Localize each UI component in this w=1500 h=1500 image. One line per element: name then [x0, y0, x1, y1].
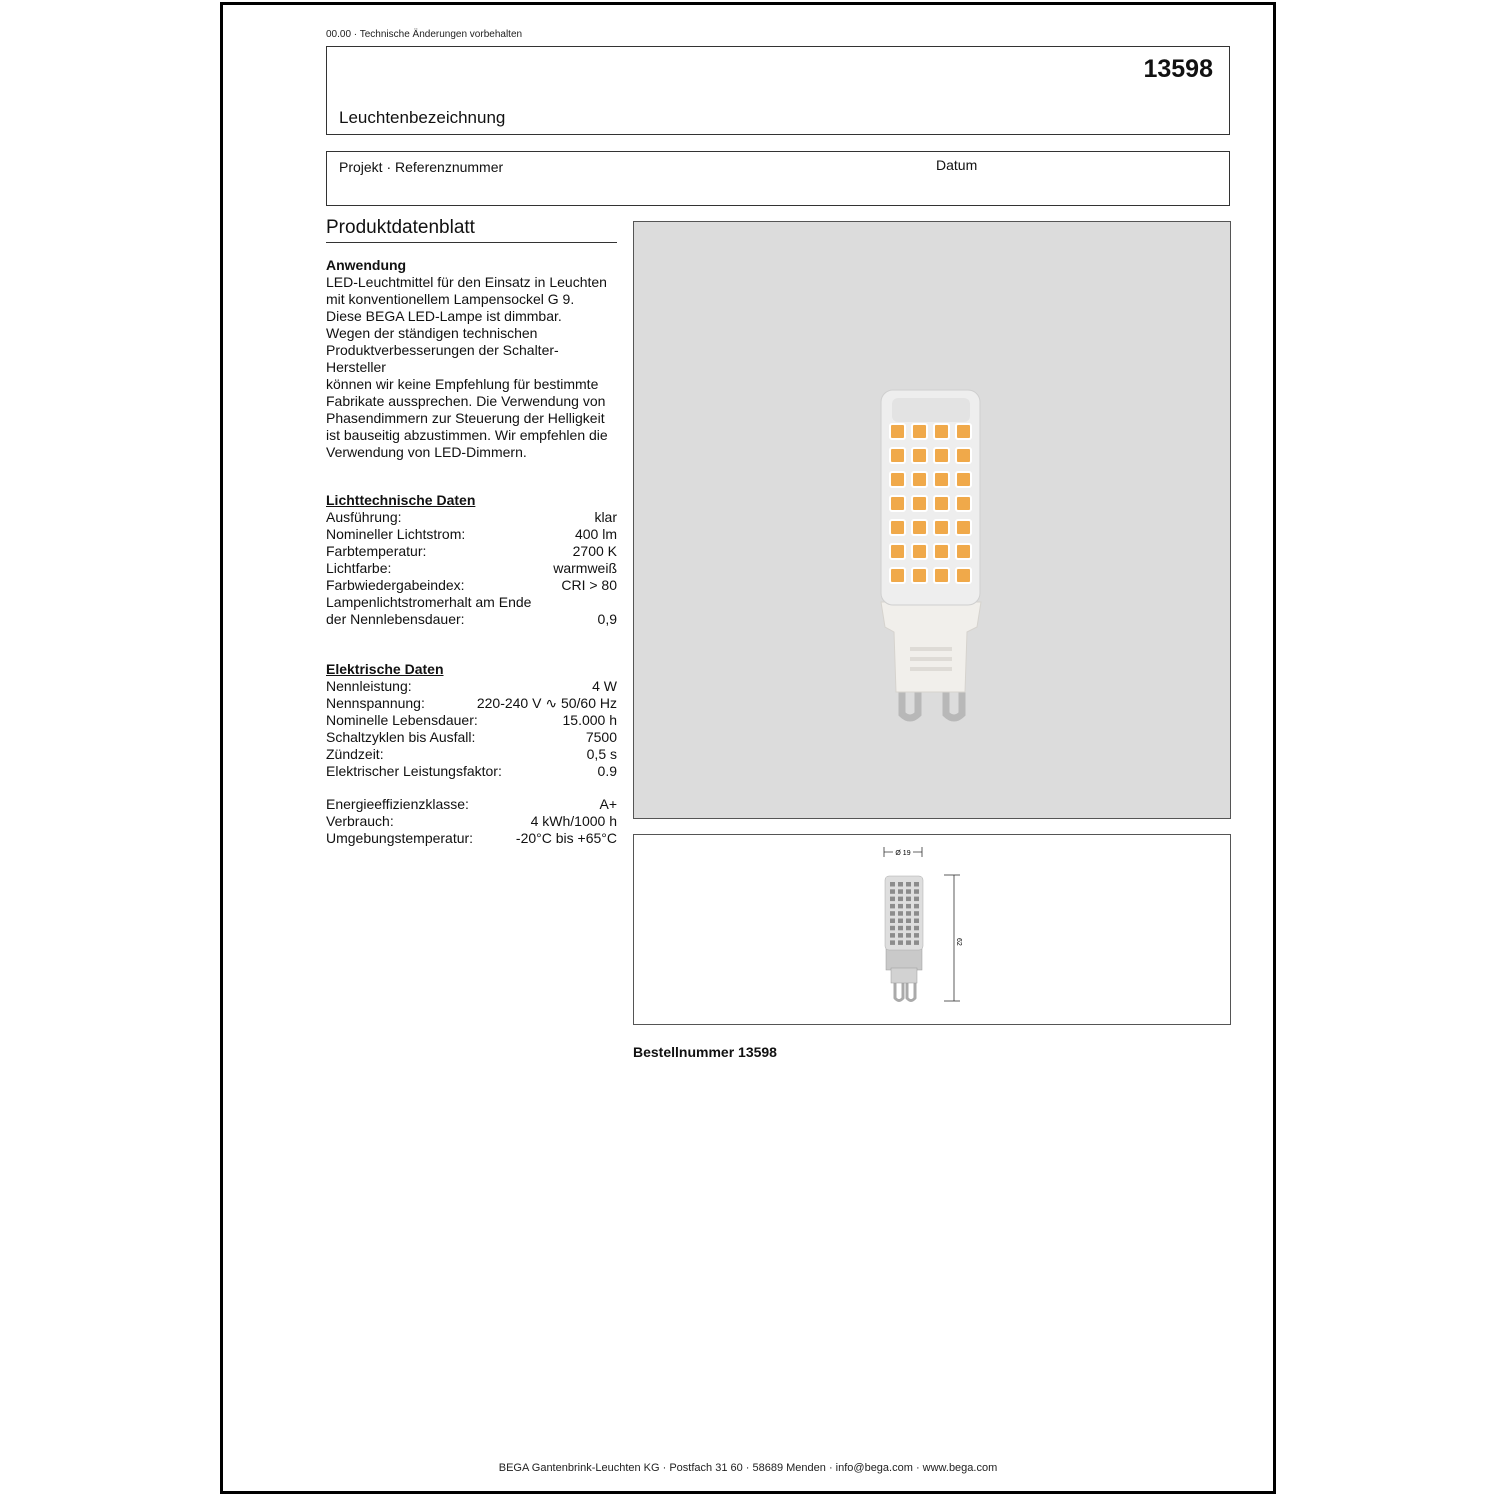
- spec-row: [326, 830, 617, 847]
- spec-row: [326, 763, 617, 780]
- spec-row: [326, 813, 617, 830]
- led-chip: [934, 520, 949, 535]
- spec-value: 220-240 V ∿ 50/60 Hz: [476, 695, 617, 711]
- led-chip: [912, 496, 927, 511]
- drawing-led-chip: [906, 919, 911, 924]
- spec-row: [326, 526, 617, 543]
- drawing-led-chip: [914, 897, 919, 902]
- led-chip: [890, 424, 905, 439]
- spec-value: 4 kWh/1000 h: [530, 813, 617, 829]
- product-photo: [633, 221, 1231, 819]
- spec-label: Elektrischer Leistungsfaktor:: [326, 763, 502, 779]
- drawing-led-chip: [890, 889, 895, 894]
- height-label: 62: [955, 938, 962, 946]
- electrical-heading: Elektrische Daten: [326, 661, 444, 677]
- drawing-led-chip: [906, 933, 911, 938]
- spec-value: warmweiß: [553, 560, 617, 576]
- spec-row: [326, 746, 617, 763]
- spec-row: [326, 509, 617, 526]
- drawing-led-chip: [890, 904, 895, 909]
- spec-label: der Nennlebensdauer:: [326, 611, 465, 627]
- diameter-label: Ø 19: [895, 850, 911, 857]
- spacer: [326, 780, 617, 796]
- drawing-led-chip: [898, 897, 903, 902]
- drawing-led-chip: [906, 911, 911, 916]
- spec-row: [326, 560, 617, 577]
- drawing-led-chip: [906, 904, 911, 909]
- spec-label: Umgebungstemperatur:: [326, 830, 474, 846]
- project-box: [326, 151, 1230, 206]
- application-line: können wir keine Empfehlung für bestimmte: [326, 376, 599, 392]
- spec-value: 4 W: [592, 678, 617, 694]
- led-chip: [934, 424, 949, 439]
- drawing-led-chip: [914, 926, 919, 931]
- drawing-led-chip: [898, 940, 903, 945]
- led-chip: [890, 496, 905, 511]
- application-line: Diese BEGA LED-Lampe ist dimmbar.: [326, 308, 562, 324]
- led-chip: [890, 472, 905, 487]
- drawing-led-chip: [890, 933, 895, 938]
- application-line: Verwendung von LED-Dimmern.: [326, 444, 527, 460]
- spec-row: [326, 796, 617, 813]
- application-line: ist bauseitig abzustimmen. Wir empfehlen die: [326, 427, 608, 443]
- led-chip: [934, 568, 949, 583]
- spec-row: [326, 611, 617, 628]
- led-chip: [934, 448, 949, 463]
- spec-row: [326, 543, 617, 560]
- drawing-led-chip: [906, 897, 911, 902]
- drawing-led-chip: [898, 904, 903, 909]
- spec-value: -20°C bis +65°C: [515, 830, 617, 846]
- led-chip: [956, 496, 971, 511]
- spec-label: Energieeffizienzklasse:: [326, 796, 469, 812]
- spec-value: 0.9: [597, 763, 617, 779]
- drawing-led-chip: [906, 882, 911, 887]
- order-number: Bestellnummer 13598: [633, 1044, 777, 1060]
- led-chip: [956, 544, 971, 559]
- application-line: Fabrikate aussprechen. Die Verwendung von: [326, 393, 606, 409]
- spec-value: 0,5 s: [586, 746, 617, 762]
- application-text: [326, 274, 617, 461]
- spec-label: Zündzeit:: [326, 746, 384, 762]
- application-line: mit konventionellem Lampensockel G 9.: [326, 291, 575, 307]
- led-chip: [912, 520, 927, 535]
- led-chip: [956, 472, 971, 487]
- luminaire-box: [326, 46, 1230, 135]
- revision-note: 00.00 · Technische Änderungen vorbehalten: [326, 29, 523, 40]
- spec-label: Lampenlichtstromerhalt am Ende: [326, 594, 532, 610]
- led-chip: [934, 472, 949, 487]
- led-chip: [956, 568, 971, 583]
- spec-label: Ausführung:: [326, 509, 402, 525]
- led-chip: [912, 568, 927, 583]
- date-label: Datum: [936, 157, 978, 173]
- led-chip: [934, 544, 949, 559]
- spec-value: 0,9: [597, 611, 617, 627]
- drawing-led-chip: [890, 897, 895, 902]
- spec-label: Farbtemperatur:: [326, 543, 427, 559]
- application-line: LED-Leuchtmittel für den Einsatz in Leuchten: [326, 274, 607, 290]
- led-chip: [912, 424, 927, 439]
- application-line: Produktverbesserungen der Schalter-Hersteller: [326, 342, 559, 375]
- spec-label: Nennspannung:: [326, 695, 425, 711]
- drawing-led-chip: [890, 882, 895, 887]
- luminaire-label: Leuchtenbezeichnung: [339, 108, 506, 127]
- led-chip: [956, 424, 971, 439]
- drawing-led-chip: [898, 911, 903, 916]
- product-data-column: [326, 217, 617, 847]
- led-chip: [912, 448, 927, 463]
- drawing-led-chip: [906, 940, 911, 945]
- spec-label: Schaltzyklen bis Ausfall:: [326, 729, 476, 745]
- application-line: Phasendimmern zur Steuerung der Helligkeit: [326, 410, 605, 426]
- spec-label: Nominelle Lebensdauer:: [326, 712, 478, 728]
- drawing-led-chip: [890, 911, 895, 916]
- article-number: 13598: [1143, 55, 1213, 83]
- spec-row: [326, 695, 617, 712]
- drawing-led-chip: [914, 933, 919, 938]
- spec-value: CRI > 80: [561, 577, 617, 593]
- drawing-led-chip: [914, 940, 919, 945]
- spec-value: klar: [594, 509, 617, 525]
- led-chip: [890, 544, 905, 559]
- application-line: Wegen der ständigen technischen: [326, 325, 538, 341]
- drawing-led-chip: [914, 919, 919, 924]
- spec-row: [326, 577, 617, 594]
- spec-value: 2700 K: [572, 543, 617, 559]
- drawing-led-chip: [898, 882, 903, 887]
- led-chip: [890, 520, 905, 535]
- led-chip: [934, 496, 949, 511]
- drawing-led-chip: [906, 926, 911, 931]
- drawing-led-chip: [898, 919, 903, 924]
- led-chip: [890, 568, 905, 583]
- photometric-heading: Lichttechnische Daten: [326, 492, 476, 508]
- drawing-led-chip: [914, 911, 919, 916]
- drawing-led-chip: [898, 889, 903, 894]
- spec-row: [326, 729, 617, 746]
- drawing-led-chip: [898, 926, 903, 931]
- spec-row: [326, 678, 617, 695]
- application-heading: Anwendung: [326, 257, 407, 273]
- project-label: Projekt · Referenznummer: [339, 159, 504, 175]
- drawing-led-chip: [906, 889, 911, 894]
- spec-label: Farbwiedergabeindex:: [326, 577, 465, 593]
- g9-lamp-image: [634, 222, 1230, 818]
- page-title: Produktdatenblatt: [326, 217, 617, 243]
- spec-label: Lichtfarbe:: [326, 560, 392, 576]
- drawing-led-chip: [898, 933, 903, 938]
- spec-label: Nomineller Lichtstrom:: [326, 526, 466, 542]
- dimension-svg: [634, 835, 1230, 1024]
- spec-label: Verbrauch:: [326, 813, 394, 829]
- spec-value: 400 lm: [574, 526, 617, 542]
- drawing-led-chip: [890, 940, 895, 945]
- drawing-led-chip: [890, 926, 895, 931]
- drawing-led-chip: [914, 904, 919, 909]
- led-chip: [912, 472, 927, 487]
- led-chip: [890, 448, 905, 463]
- datasheet-page: [220, 2, 1276, 1494]
- drawing-led-chip: [914, 882, 919, 887]
- led-chip: [956, 520, 971, 535]
- spec-row: [326, 594, 617, 611]
- spec-value: 7500: [585, 729, 617, 745]
- led-chip: [956, 448, 971, 463]
- spec-label: Nennleistung:: [326, 678, 412, 694]
- spec-value: 15.000 h: [562, 712, 617, 728]
- drawing-led-chip: [890, 919, 895, 924]
- dimension-drawing: [633, 834, 1231, 1025]
- spec-row: [326, 712, 617, 729]
- drawing-led-chip: [914, 889, 919, 894]
- spec-value: A+: [599, 796, 617, 812]
- footer-address: BEGA Gantenbrink-Leuchten KG · Postfach 31 60 · 58689 Menden · info@bega.com · www.bega.com: [498, 1462, 998, 1474]
- led-chip: [912, 544, 927, 559]
